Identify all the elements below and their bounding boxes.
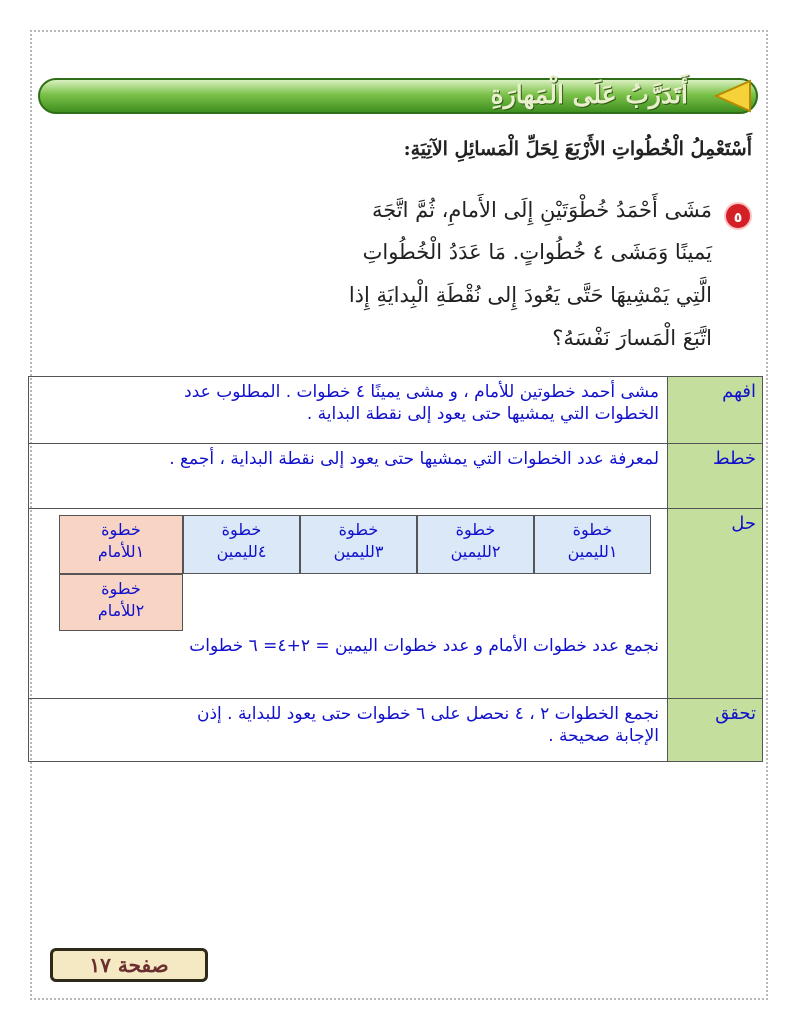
plan-line-1: لمعرفة عدد الخطوات التي يمشيها حتى يعود إلى نقطة البداية ، أجمع . <box>169 449 659 469</box>
step-forward-2 <box>59 574 183 631</box>
steps-diagram <box>29 509 667 694</box>
step-right-4 <box>183 515 300 574</box>
table-row-solve <box>29 509 763 699</box>
step-word: خطوة <box>338 520 379 539</box>
step-detail: ٢للأمام <box>97 601 145 620</box>
plan-content <box>29 444 668 509</box>
solve-label: حل <box>668 509 763 699</box>
table-row-check <box>29 699 763 762</box>
step-right-1 <box>534 515 651 574</box>
understand-content <box>29 377 668 444</box>
step-right-3 <box>300 515 417 574</box>
plan-label: خطط <box>668 444 763 509</box>
check-line-1: نجمع الخطوات ٢ ، ٤ نحصل على ٦ خطوات حتى يعود للبداية . إذن <box>196 704 659 724</box>
banner-title: أَتَدَرَّبُ عَلَى الْمَهارَةِ <box>490 80 688 109</box>
step-word: خطوة <box>455 520 496 539</box>
page-number-label: صفحة ١٧ <box>50 948 208 982</box>
step-word: خطوة <box>221 520 262 539</box>
check-line-2: الإجابة صحيحة . <box>548 726 659 746</box>
step-right-2 <box>417 515 534 574</box>
understand-line-2: الخطوات التي يمشيها حتى يعود إلى نقطة البداية . <box>306 404 659 424</box>
solution-table <box>28 376 763 762</box>
problem-line-1: مَشَى أَحْمَدُ خُطْوَتَيْنِ إِلَى الأَمامِ، ثُمَّ اتَّجَهَ <box>371 198 712 222</box>
solve-content <box>29 509 668 699</box>
step-word: خطوة <box>101 520 141 539</box>
skill-banner <box>38 78 758 114</box>
check-label: تحقق <box>668 699 763 762</box>
table-row-plan <box>29 444 763 509</box>
step-detail: ٢لليمين <box>450 542 501 561</box>
step-word: خطوة <box>101 579 141 598</box>
step-detail: ٣لليمين <box>333 542 384 561</box>
instructions-text: أَسْتَعْمِلُ الْخُطُواتِ الأَرْبَعَ لِحَلِّ الْمَسائِلِ الآتِيَةِ: <box>403 138 752 160</box>
step-forward-1 <box>59 515 183 574</box>
banner-arrow-icon <box>712 79 752 113</box>
step-word: خطوة <box>572 520 613 539</box>
understand-line-1: مشى أحمد خطوتين للأمام ، و مشى يمينًا ٤ خطوات . المطلوب عدد <box>184 382 659 402</box>
calculation-text: نجمع عدد خطوات الأمام و عدد خطوات اليمين = ٢+٤= ٦ خطوات <box>189 636 659 656</box>
problem-line-2: يَمينًا وَمَشَى ٤ خُطُواتٍ. مَا عَدَدُ الْخُطُواتِ <box>362 240 712 264</box>
step-detail: ٤لليمين <box>216 542 267 561</box>
table-row-understand <box>29 377 763 444</box>
step-detail: ١للأمام <box>97 542 145 561</box>
problem-line-3: الَّتِي يَمْشِيهَا حَتَّى يَعُودَ إِلى نُقْطَةِ الْبِدايَةِ إِذا <box>348 283 712 307</box>
problem-number-badge: ٥ <box>724 202 752 230</box>
understand-label: افهم <box>668 377 763 444</box>
problem-line-4: اتَّبَعَ الْمَسارَ نَفْسَهُ؟ <box>552 326 712 350</box>
step-detail: ١لليمين <box>567 542 618 561</box>
check-content <box>29 699 668 762</box>
